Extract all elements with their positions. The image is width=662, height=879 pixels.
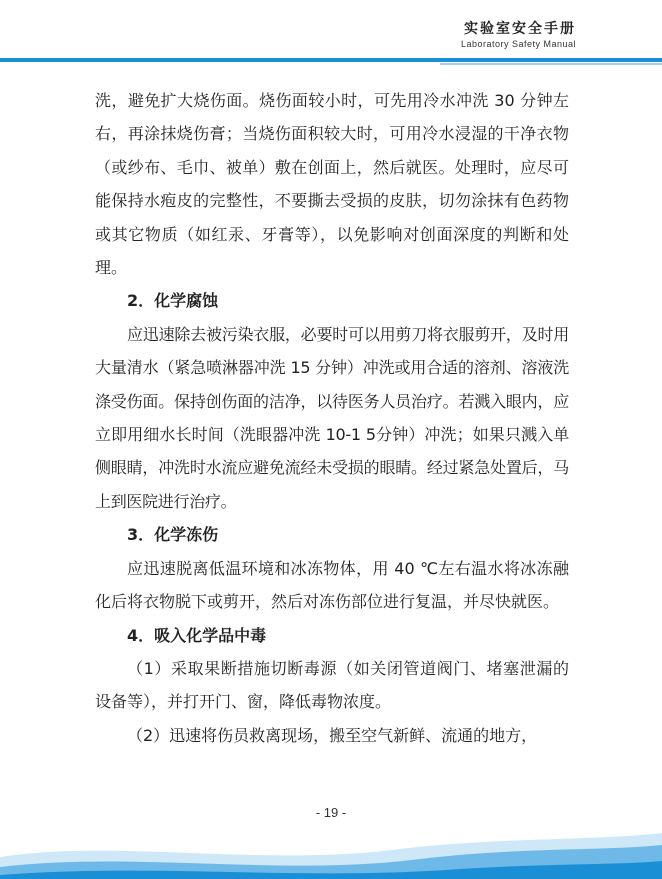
page-header (0, 0, 662, 70)
footer-wave-decoration (0, 819, 662, 879)
section-heading-inhalation-poisoning: 4．吸入化学品中毒 (127, 625, 267, 645)
page-number: - 19 - (315, 805, 347, 820)
section-heading-chemical-corrosion: 2．化学腐蚀 (127, 291, 219, 311)
manual-subtitle: Laboratory Safety Manual (460, 39, 576, 49)
paragraph-burn-treatment: 洗，避免扩大烧伤面。烧伤面较小时，可先用冷水冲洗 30 分钟左右，再涂抹烧伤膏；当烧伤面积较大时，可用冷水浸湿的干净衣物（或纱布、毛巾、被单）敷在创面上，然后就医。处理时，应尽可能保持水疱皮的完整性，不要撕去受损的皮肤，切勿涂抹有色药物或其它物质（如红汞、牙膏等），以免影响对创面深度的判断和处理。 (95, 91, 569, 278)
paragraph-chemical-frostbite: 应迅速脱离低温环境和冰冻物体，用 40 ℃左右温水将冰冻融化后将衣物脱下或剪开，然后对冻伤部位进行复温，并尽快就医。 (95, 558, 569, 612)
header-rule-accent (440, 63, 662, 65)
paragraph-chemical-corrosion: 应迅速除去被污染衣服，必要时可以用剪刀将衣服剪开，及时用大量清水（紧急喷淋器冲洗 15 分钟）冲洗或用合适的溶剂、溶液洗涤受伤面。保持创伤面的洁净，以待医务人员治疗。若溅入眼内，应立即用细水长时间（洗眼器冲洗 10-1 5分钟）冲洗；如果只溅入单侧眼睛，冲洗时水流应避免流经未受损的眼睛。经过紧急处置后，马上到医院进行治疗。 (95, 324, 569, 511)
page-body (95, 84, 569, 752)
paragraph-poisoning-step-1: （1）采取果断措施切断毒源（如关闭管道阀门、堵塞泄漏的设备等），并打开门、窗，降低毒物浓度。 (95, 658, 569, 712)
paragraph-poisoning-step-2: （2）迅速将伤员救离现场，搬至空气新鲜、流通的地方， (127, 725, 538, 745)
manual-title: 实验室安全手册 (464, 21, 576, 37)
header-rule (0, 58, 662, 62)
section-heading-chemical-frostbite: 3．化学冻伤 (127, 525, 219, 545)
